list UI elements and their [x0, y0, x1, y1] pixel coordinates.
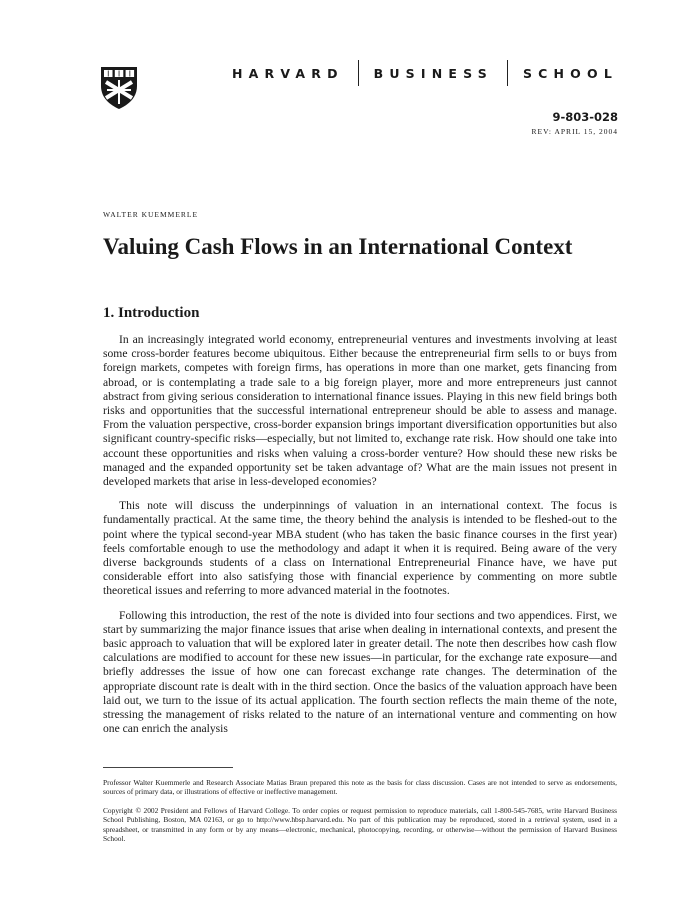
document-title: Valuing Cash Flows in an International Context: [103, 234, 573, 259]
masthead-divider: [358, 60, 359, 86]
harvard-shield-icon: [100, 66, 138, 110]
masthead: [232, 62, 618, 84]
masthead-word-harvard: HARVARD: [232, 65, 344, 81]
paragraph: In an increasingly integrated world economy, entrepreneurial ventures and investments involving at least some cross-border features become ubiquitous. Either because the entrepreneurial firm sells to or buys from foreign markets, competes with foreign firms, has operations in more than one market, gets financing from abroad, or is contemplating a trade sale to a big foreign player, more and more entrepreneurs just cannot abstract from giving serious consideration to international finance issues. Playing in this new field brings both risks and opportunities that the successful international entrepreneur should be able to assess and manage. From the valuation perspective, cross-border expansion brings important diversification opportunities but also significant country-specific risks—especially, but not limited to, exchange rate risk. How should one take into account these opportunities and risks when valuing a cross-border venture? How should these new risks be managed and the expanded opportunity set be taken advantage of? What are the main issues not present in developed markets that arise in less-developed economies?: [103, 333, 617, 489]
paragraph: Following this introduction, the rest of the note is divided into four sections and two appendices. First, we start by summarizing the major finance issues that arise when dealing in international contexts, and present the basic approach to valuation that will be explored later in greater detail. The note then describes how cash flow calculations are modified to account for these new issues—in particular, for the exchange rate exposure—and briefly addresses the issue of how one can forecast exchange rate changes. The determination of the appropriate discount rate is dealt with in the third section. Once the basics of the valuation approach have been laid out, we turn to the issue of its actual application. The fourth section reflects the main theme of the note, stressing the management of risks related to the nature of an international venture and commenting on how one can enrich the analysis: [103, 608, 617, 736]
body-text: [103, 333, 617, 746]
author-name: WALTER KUEMMERLE: [103, 210, 199, 219]
paragraph: This note will discuss the underpinnings of valuation in an international context. The focus is fundamentally practical. At the same time, the theory behind the analysis is intended to be fleshed-out to the point where the typical second-year MBA student (who has taken the basic finance courses in the first year) feels comfortable enough to use the methodology and adapt it when it is required. Being aware of the very diverse backgrounds students of a class on International Entrepreneurial Finance have, we have put considerable effort into also satisfying those with financial experience by commenting on more subtle theoretical issues and referring to more advanced material in the footnotes.: [103, 499, 617, 598]
footnote-rule: [103, 767, 233, 768]
masthead-word-school: SCHOOL: [522, 65, 618, 81]
revision-date: REV: APRIL 15, 2004: [531, 127, 618, 136]
section-heading: 1. Introduction: [103, 305, 200, 321]
authorship-note: Professor Walter Kuemmerle and Research Associate Matias Braun prepared this note as the basis for class discussion. Cases are not intended to serve as endorsements, sources of primary data, or illustrations of effective or ineffective management.: [103, 778, 617, 797]
masthead-divider: [507, 60, 508, 86]
document-number: 9-803-028: [552, 110, 618, 124]
masthead-word-business: BUSINESS: [373, 65, 493, 81]
copyright-notice: Copyright © 2002 President and Fellows of Harvard College. To order copies or request permission to reproduce materials, call 1-800-545-7685, write Harvard Business School Publishing, Boston, MA 02163, or go to http://www.hbsp.harvard.edu. No part of this publication may be reproduced, stored in a retrieval system, used in a spreadsheet, or transmitted in any form or by any means—electronic, mechanical, photocopying, recording, or otherwise—without the permission of Harvard Business School.: [103, 806, 617, 844]
